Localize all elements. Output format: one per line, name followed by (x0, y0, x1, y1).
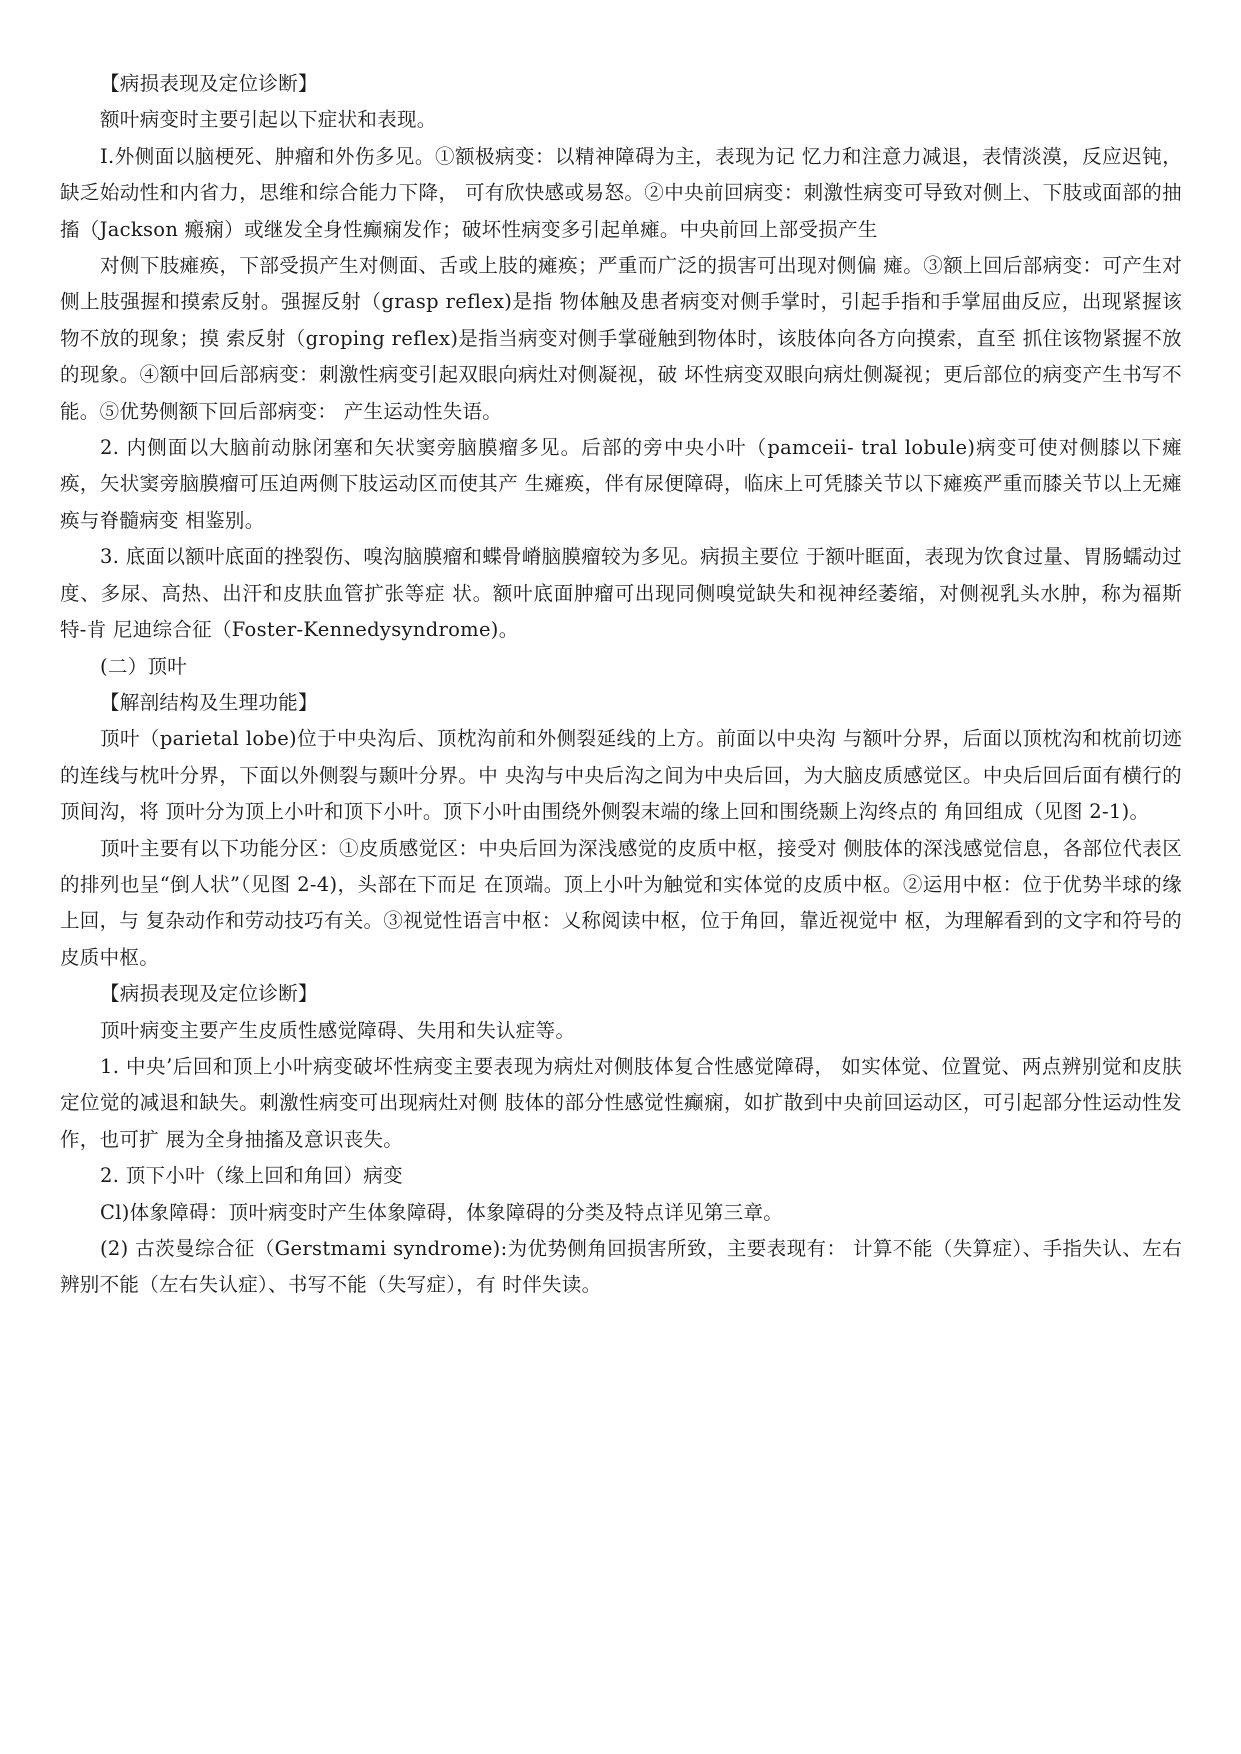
paragraph-frontal-lateral-cont: 对侧下肢瘫痪，下部受损产生对侧面、舌或上肢的瘫痪；严重而广泛的损害可出现对侧偏 瘫。③额上回后部病变：可产生对侧上肢强握和摸索反射。强握反射（grasp reflex)是指 物体触及患者病变对侧手掌时，引起手指和手掌屈曲反应，出现紧握该物不放的现象；摸 索反射（groping reflex)是指当病变对侧手掌碰触到物体时，该肢体向各方向摸索，直至 抓住该物紧握不放的现象。④额中回后部病变：刺激性病变引起双眼向病灶对侧凝视，破 坏性病变双眼向病灶侧凝视；更后部位的病变产生书写不能。⑤优势侧额下回后部病变： 产生运动性失语。 (60, 254, 1182, 423)
section-title-parietal: (二）顶叶 (100, 654, 188, 678)
paragraph-parietal-intro: 顶叶病变主要产生皮质性感觉障碍、失用和失认症等。 (100, 1018, 576, 1042)
paragraph-frontal-base: 3. 底面以额叶底面的挫裂伤、嗅沟脑膜瘤和蝶骨嵴脑膜瘤较为多见。病损主要位 于额叶眶面，表现为饮食过量、胃肠蠕动过度、多尿、高热、出汗和皮肤血管扩张等症 状。额叶底面肿瘤可出现同侧嗅觉缺失和视神经萎缩，对侧视乳头水肿，称为福斯特-肯 尼迪综合征（Foster-Kennedysyndrome)。 (60, 545, 1182, 642)
heading-anatomy-parietal: 【解剖结构及生理功能】 (100, 690, 318, 714)
heading-lesion-frontal: 【病损表现及定位诊断】 (100, 72, 318, 95)
paragraph-parietal-anatomy: 顶叶（parietal lobe)位于中央沟后、顶枕沟前和外侧裂延线的上方。前面以中央沟 与额叶分界，后面以顶枕沟和枕前切迹的连线与枕叶分界，下面以外侧裂与颞叶分界。中 央沟与中央后沟之间为中央后回，为大脑皮质感觉区。中央后回后面有横行的顶间沟，将 顶叶分为顶上小叶和顶下小叶。顶下小叶由围绕外侧裂末端的缘上回和围绕颞上沟终点的 角回组成（见图 2-1)。 (60, 727, 1182, 824)
document-page (60, 66, 1182, 1304)
paragraph-frontal-intro: 额叶病变时主要引起以下症状和表现。 (100, 108, 437, 132)
heading-lesion-parietal: 【病损表现及定位诊断】 (100, 982, 318, 1006)
paragraph-parietal-inferior-title: 2. 顶下小叶（缘上回和角回）病变 (100, 1164, 403, 1188)
paragraph-parietal-function: 顶叶主要有以下功能分区：①皮质感觉区：中央后回为深浅感觉的皮质中枢，接受对 侧肢体的深浅感觉信息，各部位代表区的排列也呈“倒人状”（见图 2-4)，头部在下而足 在顶端。顶上小叶为触觉和实体觉的皮质中枢。②运用中枢：位于优势半球的缘上回，与 复杂动作和劳动技巧有关。③视觉性语言中枢：乂称阅读中枢，位于角回，靠近视觉中 枢，为理解看到的文字和符号的皮质中枢。 (60, 836, 1182, 969)
paragraph-gerstmann: (2) 古茨曼综合征（Gerstmami syndrome):为优势侧角回损害所致，主要表现有： 计算不能（失算症）、手指失认、左右辨别不能（左右失认症）、书写不能（失写症），有 时伴失读。 (60, 1237, 1182, 1297)
paragraph-parietal-postcentral: 1. 中央’后回和顶上小叶病变破坏性病变主要表现为病灶对侧肢体复合性感觉障碍， 如实体觉、位置觉、两点辨别觉和皮肤定位觉的减退和缺失。刺激性病变可出现病灶对侧 肢体的部分性感觉性癫痫，如扩散到中央前回运动区，可引起部分性运动性发作，也可扩 展为全身抽搐及意识丧失。 (60, 1054, 1182, 1151)
paragraph-body-image: Cl)体象障碍：顶叶病变时产生体象障碍，体象障碍的分类及特点详见第三章。 (100, 1200, 784, 1224)
paragraph-frontal-medial: 2. 内侧面以大脑前动脉闭塞和矢状窦旁脑膜瘤多见。后部的旁中央小叶（pamceii- tral lobule)病变可使对侧膝以下瘫痪，矢状窦旁脑膜瘤可压迫两侧下肢运动区而使其产 生瘫痪，伴有尿便障碍，临床上可凭膝关节以下瘫痪严重而膝关节以上无瘫痪与脊髓病变 相鉴别。 (60, 436, 1182, 532)
paragraph-frontal-lateral: I.外侧面以脑梗死、肿瘤和外伤多见。①额极病变：以精神障碍为主，表现为记 忆力和注意力减退，表情淡漠，反应迟钝，缺乏始动性和内省力，思维和综合能力下降， 可有欣快感或易怒。②中央前回病变：刺激性病变可导致对侧上、下肢或面部的抽搐（Jackson 瘢痫）或继发全身性癫痫发作；破坏性病变多引起单瘫。中央前回上部受损产生 (60, 144, 1182, 241)
